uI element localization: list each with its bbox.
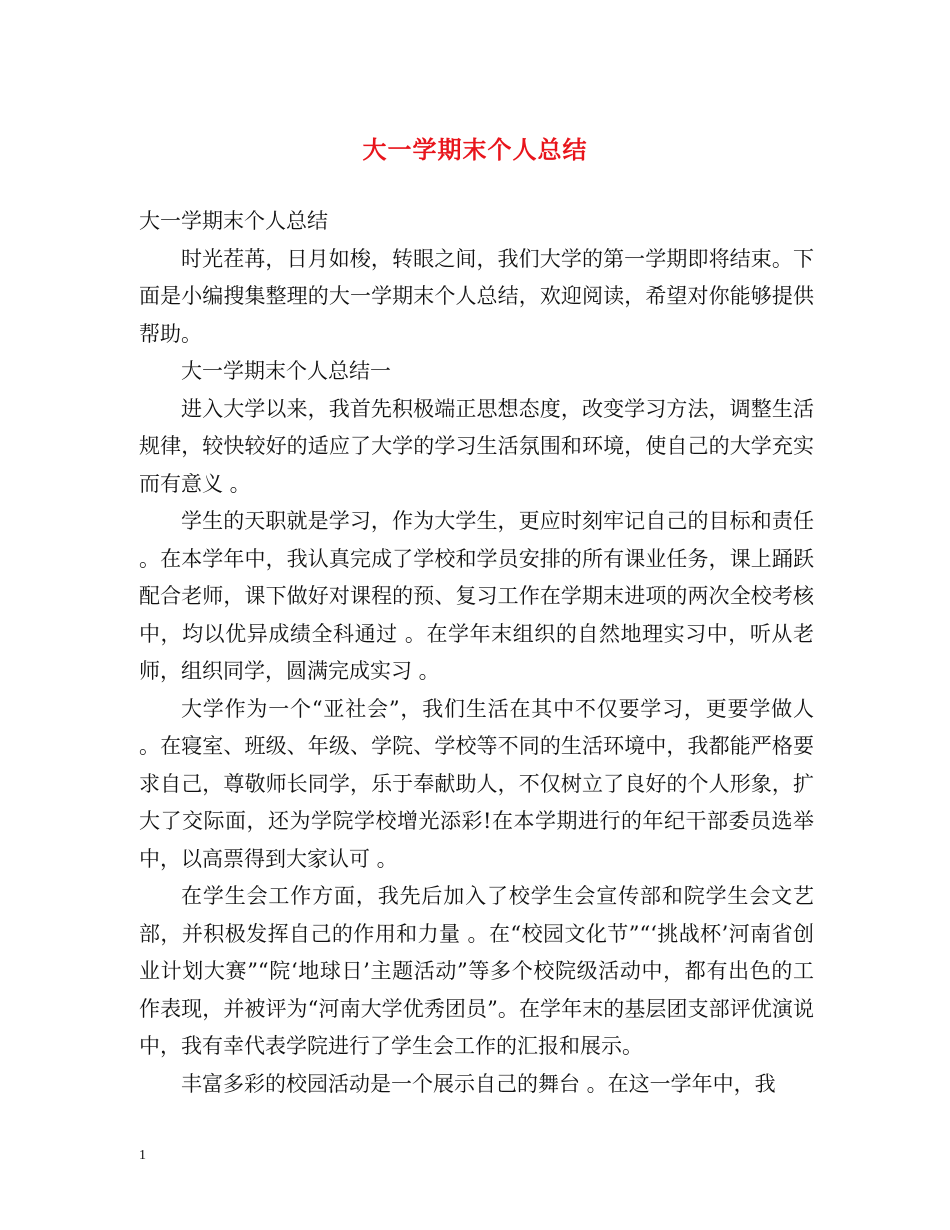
paragraph-study: 学生的天职就是学习，作为大学生，更应时刻牢记自己的目标和责任 。在本学年中，我认真完成了学校和学员安排的所有课业任务，课上踊跃配合老师，课下做好对课程的预、复习工作在学期末进项的两次全校考核中，均以优异成绩全科通过 。在学年末组织的自然地理实习中，听从老师，组织同学，圆满完成实习 。	[139, 509, 814, 683]
paragraph-adaptation: 进入大学以来，我首先积极端正思想态度，改变学习方法，调整生活规律，较快较好的适应了大学的学习生活氛围和环境，使自己的大学充实而有意义 。	[139, 396, 814, 496]
paragraph-student-union: 在学生会工作方面，我先后加入了校学生会宣传部和院学生会文艺部，并积极发挥自己的作用和力量 。在“校园文化节”“‘挑战杯’河南省创业计划大赛”“院‘地球日’主题活动”等多个校院级活动中，都有出色的工作表现，并被评为“河南大学优秀团员”。在学年末的基层团支部评优演说中，我有幸代表学院进行了学生会工作的汇报和展示。	[139, 884, 814, 1058]
paragraph-society: 大学作为一个“亚社会”，我们生活在其中不仅要学习，更要学做人 。在寝室、班级、年级、学院、学校等不同的生活环境中，我都能严格要求自己，尊敬师长同学，乐于奉献助人，不仅树立了良好的个人形象，扩大了交际面，还为学院学校增光添彩!在本学期进行的年纪干部委员选举中，以高票得到大家认可 。	[139, 696, 814, 871]
document-body	[139, 203, 814, 1103]
paragraph-heading: 大一学期末个人总结	[139, 209, 328, 233]
document-title: 大一学期末个人总结	[362, 135, 588, 164]
paragraph-section-heading: 大一学期末个人总结一	[181, 359, 391, 383]
page-number: 1	[139, 1148, 146, 1163]
paragraph-campus-activities: 丰富多彩的校园活动是一个展示自己的舞台 。在这一学年中，我	[181, 1071, 776, 1096]
paragraph-intro: 时光茬苒，日月如梭，转眼之间，我们大学的第一学期即将结束。下面是小编搜集整理的大一学期末个人总结，欢迎阅读，希望对你能够提供帮助。	[139, 246, 814, 346]
